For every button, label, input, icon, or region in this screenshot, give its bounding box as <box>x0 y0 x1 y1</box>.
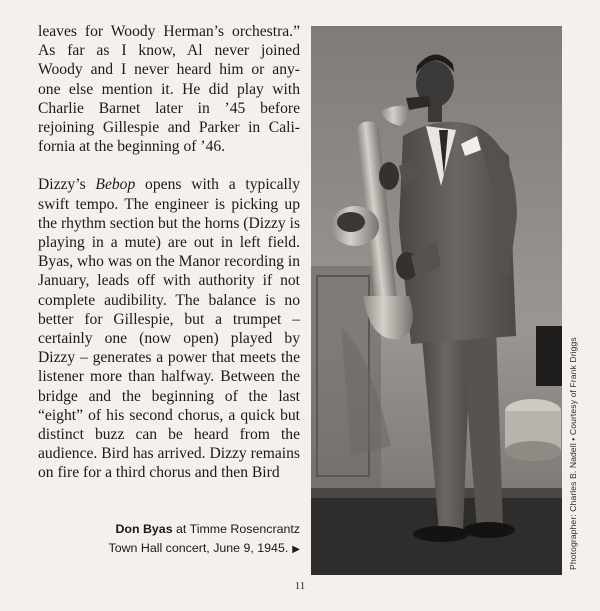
caption-line-1-rest: at Timme Rosencrantz <box>172 522 300 536</box>
article-text <box>38 22 300 483</box>
photo-credit-text: Photographer: Charles B. Nadell • Courtesy of Frank Driggs <box>568 337 578 570</box>
paragraph-1-line: Charlie Barnet later in ’45 before <box>38 99 300 117</box>
caption-name: Don Byas <box>115 522 173 536</box>
paragraph-2-start: Dizzy’s <box>38 176 96 194</box>
caption-line-2 <box>38 539 300 559</box>
song-title-bebop: Bebop <box>95 176 136 194</box>
paragraph-1-line: leaves for Woody Herman’s orchestra.” <box>38 23 300 40</box>
paragraph-1-line: fornia at the beginning of ’46. <box>38 138 226 156</box>
caption-line-1 <box>38 520 300 539</box>
caption-line-2-text: Town Hall concert, June 9, 1945. <box>108 541 289 555</box>
page-number: 11 <box>294 580 306 592</box>
paragraph-1 <box>38 22 300 156</box>
photo-credit <box>568 300 588 570</box>
paragraph-2 <box>38 175 300 482</box>
paragraph-1-line: Woody and I never heard him or any- <box>38 61 300 79</box>
paragraph-2-rest: opens with a typically swift tempo. The engineer is picking up the rhythm section but the horns (Dizzy is playing in a mute) are out in left field. Byas, who was on the Manor recording in January, leads off with authority if not complete audibility. The balance is no better for Gillespie, but a trumpet – certainly one (now open) played by Dizzy – generates a power that meets the listener more than halfway. Between the bridge and the beginning of the last “eight” of his second chorus, a quick but distinct buzz can be heard from the audience. Bird has arrived. Dizzy remains on fire for a third chorus and then Bird <box>38 176 301 482</box>
photo-illustration <box>311 26 562 575</box>
caption-arrow-icon: ▶ <box>292 544 300 555</box>
photo-caption <box>38 520 300 559</box>
saxophonist-photo <box>311 26 562 575</box>
paragraph-1-line: one else mention it. He did play with <box>38 80 300 98</box>
paragraph-1-line: rejoining Gillespie and Parker in Cali- <box>38 119 300 137</box>
paragraph-1-line: As far as I know, Al never joined <box>38 42 300 60</box>
